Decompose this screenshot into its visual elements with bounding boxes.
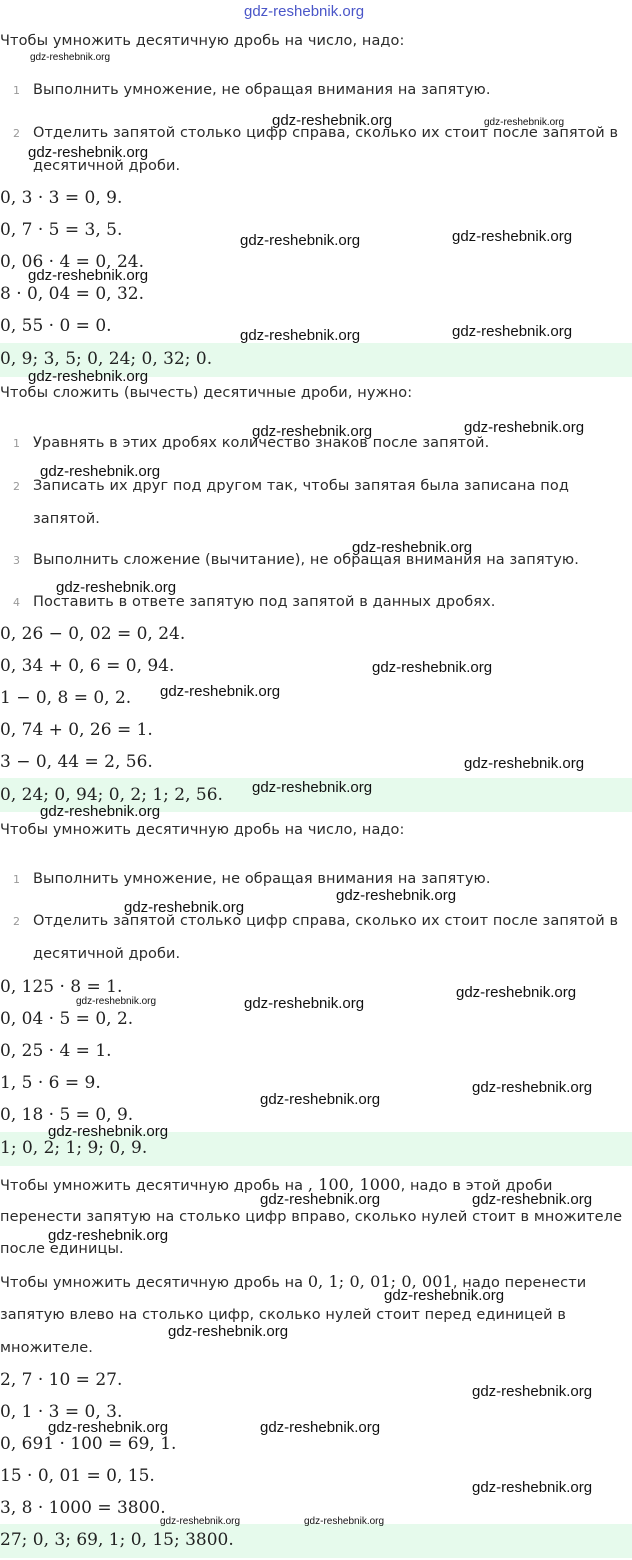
watermark: gdz-reshebnik.org [452, 228, 573, 245]
section2-step-1 [0, 435, 489, 451]
section4-rule1-line2: перенести запятую на столько цифр вправо, сколько нулей стоит в множителе [0, 1209, 623, 1225]
section1-intro: Чтобы умножить десятичную дробь на число, надо: [0, 33, 405, 49]
watermark: gdz-reshebnik.org [76, 996, 157, 1007]
watermark: gdz-reshebnik.org [48, 1419, 169, 1436]
equation: 0, 06 · 4 = 0, 24. [0, 252, 144, 272]
section4-rule2-line3: множителе. [0, 1340, 93, 1356]
rule-math: 0, 1; 0, 01; 0, 001 [307, 1272, 453, 1291]
watermark: gdz-reshebnik.org [464, 419, 585, 436]
section2-step-2-cont: запятой. [33, 511, 100, 527]
watermark: gdz-reshebnik.org [336, 887, 457, 904]
section2-intro: Чтобы сложить (вычесть) десятичные дроби, нужно: [0, 385, 413, 401]
watermark: gdz-reshebnik.org [244, 995, 365, 1012]
section4-rule1-line3: после единицы. [0, 1241, 124, 1257]
watermark: gdz-reshebnik.org [352, 539, 473, 556]
step-text: Отделить запятой столько цифр справа, сколько их стоит после запятой в [33, 913, 619, 929]
answer: 27; 0, 3; 69, 1; 0, 15; 3800. [0, 1530, 234, 1550]
section2-step-4 [0, 594, 495, 610]
equation: 15 · 0, 01 = 0, 15. [0, 1466, 155, 1486]
equation: 0, 3 · 3 = 0, 9. [0, 188, 123, 208]
watermark: gdz-reshebnik.org [240, 327, 361, 344]
watermark-top: gdz-reshebnik.org [244, 3, 365, 20]
equation: 0, 34 + 0, 6 = 0, 94. [0, 656, 175, 676]
answer: 1; 0, 2; 1; 9; 0, 9. [0, 1138, 148, 1158]
section3-step-2 [0, 913, 618, 929]
section4-rule2-line2: запятую влево на столько цифр, сколько нулей стоит перед единицей в [0, 1307, 567, 1323]
watermark: gdz-reshebnik.org [40, 803, 161, 820]
watermark: gdz-reshebnik.org [124, 899, 245, 916]
watermark: gdz-reshebnik.org [260, 1191, 381, 1208]
equation: 1 − 0, 8 = 0, 2. [0, 688, 132, 708]
step-text: Уравнять в этих дробях количество знаков после запятой. [33, 435, 490, 451]
answer: 0, 24; 0, 94; 0, 2; 1; 2, 56. [0, 785, 223, 805]
step-number: 1 [12, 873, 21, 886]
step-text: Записать их друг под другом так, чтобы запятая была записана под [33, 478, 569, 494]
rule-text: , надо в этой дроби [400, 1178, 553, 1194]
section3-intro: Чтобы умножить десятичную дробь на число, надо: [0, 822, 405, 838]
watermark: gdz-reshebnik.org [48, 1123, 169, 1140]
equation: 0, 25 · 4 = 1. [0, 1041, 112, 1061]
watermark: gdz-reshebnik.org [48, 1227, 169, 1244]
watermark: gdz-reshebnik.org [472, 1383, 593, 1400]
equation: 0, 1 · 3 = 0, 3. [0, 1402, 123, 1422]
section1-step-1 [0, 82, 491, 98]
rule-text: Чтобы умножить десятичную дробь на [0, 1275, 308, 1291]
watermark: gdz-reshebnik.org [30, 52, 111, 63]
step-text: Выполнить умножение, не обращая внимания на запятую. [33, 82, 491, 98]
equation: 0, 26 − 0, 02 = 0, 24. [0, 624, 186, 644]
section3-step-2-cont: десятичной дроби. [33, 946, 181, 962]
equation: 0, 74 + 0, 26 = 1. [0, 720, 153, 740]
step-number: 1 [12, 84, 21, 97]
equation: 3, 8 · 1000 = 3800. [0, 1498, 166, 1518]
watermark: gdz-reshebnik.org [384, 1287, 505, 1304]
watermark: gdz-reshebnik.org [452, 323, 573, 340]
step-text: Отделить запятой столько цифр справа, сколько их стоит после запятой в [33, 125, 619, 141]
watermark: gdz-reshebnik.org [472, 1479, 593, 1496]
equation: 0, 04 · 5 = 0, 2. [0, 1009, 134, 1029]
equation: 0, 691 · 100 = 69, 1. [0, 1434, 177, 1454]
rule-text: Чтобы умножить десятичную дробь на [0, 1178, 308, 1194]
equation: 0, 18 · 5 = 0, 9. [0, 1105, 134, 1125]
watermark: gdz-reshebnik.org [168, 1323, 289, 1340]
step-number: 2 [12, 915, 21, 928]
section3-step-1 [0, 871, 491, 887]
watermark: gdz-reshebnik.org [28, 144, 149, 161]
watermark: gdz-reshebnik.org [252, 423, 373, 440]
watermark: gdz-reshebnik.org [472, 1191, 593, 1208]
watermark: gdz-reshebnik.org [160, 1516, 241, 1527]
watermark: gdz-reshebnik.org [240, 232, 361, 249]
equation: 8 · 0, 04 = 0, 32. [0, 284, 144, 304]
section2-step-3 [0, 552, 579, 568]
step-text: Поставить в ответе запятую под запятой в данных дробях. [33, 594, 496, 610]
answer: 0, 9; 3, 5; 0, 24; 0, 32; 0. [0, 349, 213, 369]
watermark: gdz-reshebnik.org [272, 112, 393, 129]
equation: 2, 7 · 10 = 27. [0, 1370, 123, 1390]
step-number: 1 [12, 437, 21, 450]
step-text: Выполнить сложение (вычитание), не обращая внимания на запятую. [33, 552, 579, 568]
equation: 3 − 0, 44 = 2, 56. [0, 752, 153, 772]
watermark: gdz-reshebnik.org [484, 117, 565, 128]
rule-text: , надо перенести [452, 1275, 587, 1291]
step-number: 3 [12, 554, 21, 567]
watermark: gdz-reshebnik.org [304, 1516, 385, 1527]
step-number: 4 [12, 596, 21, 609]
watermark: gdz-reshebnik.org [56, 579, 177, 596]
watermark: gdz-reshebnik.org [260, 1091, 381, 1108]
watermark: gdz-reshebnik.org [40, 463, 161, 480]
rule-math: , 100, 1000 [307, 1175, 401, 1194]
watermark: gdz-reshebnik.org [252, 779, 373, 796]
watermark: gdz-reshebnik.org [28, 368, 149, 385]
watermark: gdz-reshebnik.org [464, 755, 585, 772]
equation: 0, 7 · 5 = 3, 5. [0, 220, 123, 240]
watermark: gdz-reshebnik.org [160, 683, 281, 700]
watermark: gdz-reshebnik.org [472, 1079, 593, 1096]
watermark: gdz-reshebnik.org [28, 267, 149, 284]
watermark: gdz-reshebnik.org [456, 984, 577, 1001]
step-number: 2 [12, 480, 21, 493]
section1-step-2-cont: десятичной дроби. [33, 158, 181, 174]
watermark: gdz-reshebnik.org [372, 659, 493, 676]
equation: 0, 55 · 0 = 0. [0, 316, 112, 336]
equation: 0, 125 · 8 = 1. [0, 977, 123, 997]
equation: 1, 5 · 6 = 9. [0, 1073, 101, 1093]
section2-step-2 [0, 478, 569, 494]
watermark: gdz-reshebnik.org [260, 1419, 381, 1436]
step-text: Выполнить умножение, не обращая внимания на запятую. [33, 871, 491, 887]
step-number: 2 [12, 127, 21, 140]
